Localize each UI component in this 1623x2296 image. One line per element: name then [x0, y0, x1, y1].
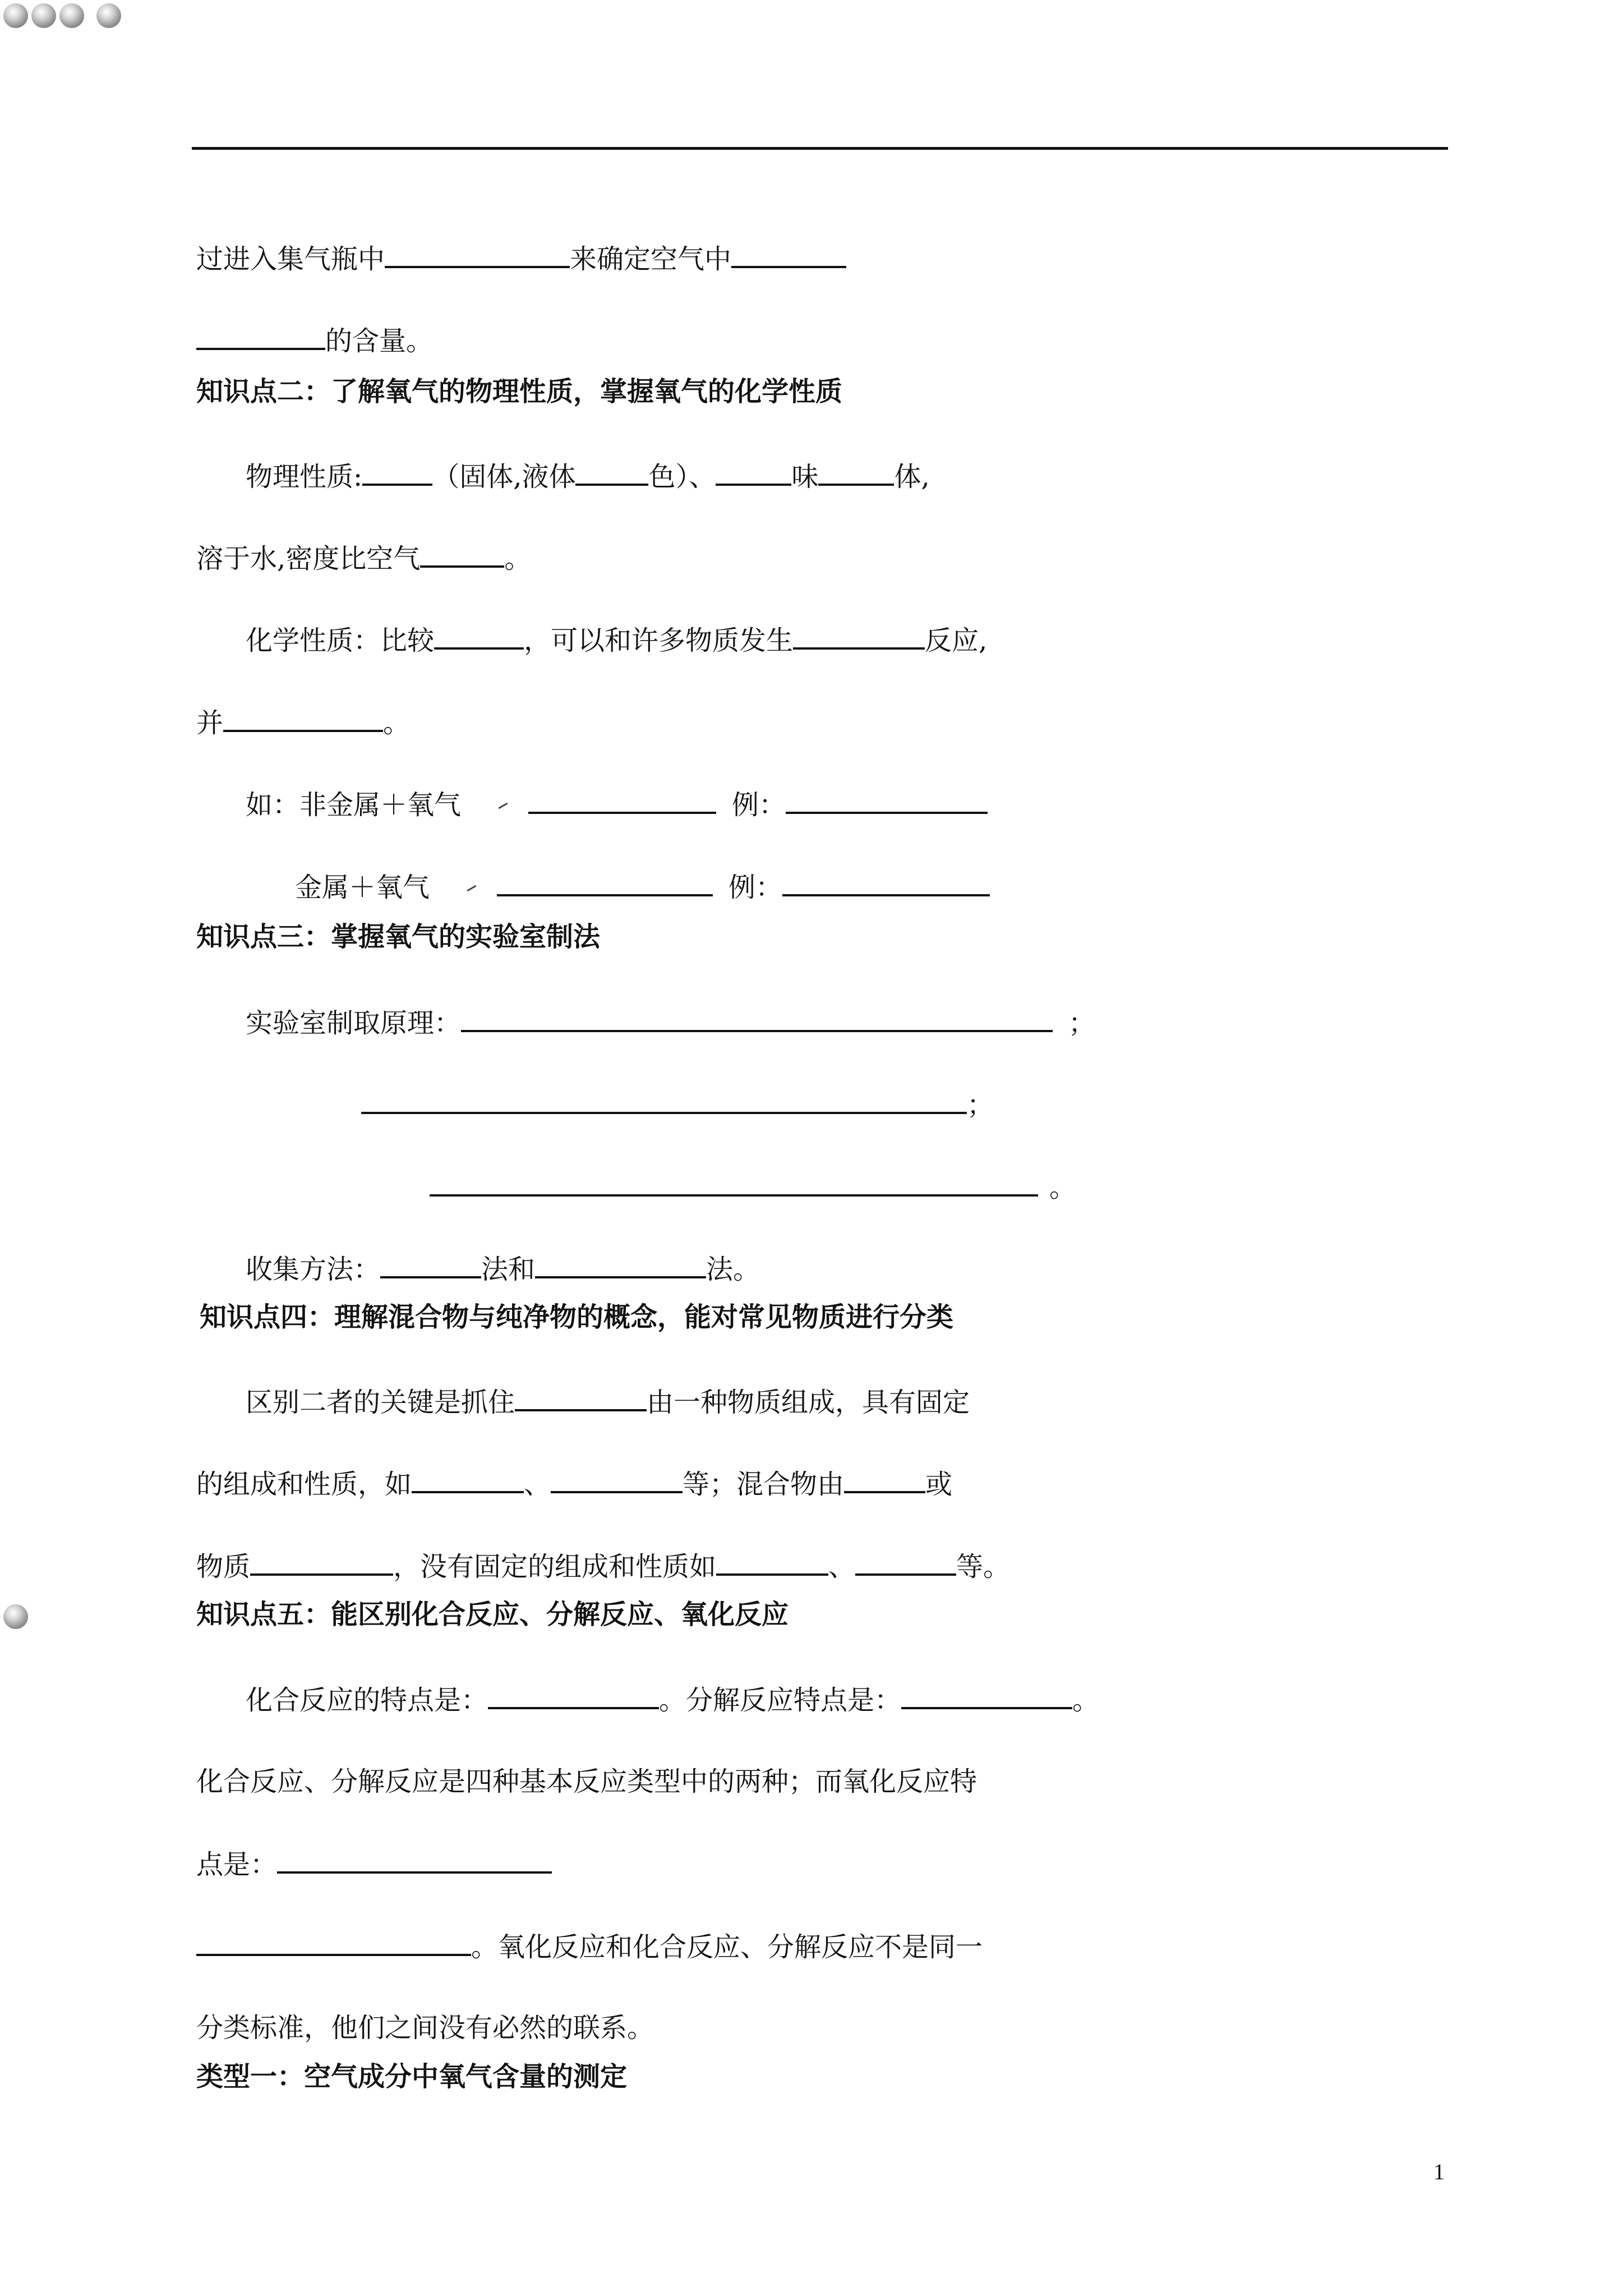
decor-orb-3 [59, 3, 84, 28]
answer-blank[interactable] [515, 1384, 647, 1411]
section-heading: 知识点五：能区别化合反应、分解反应、氧化反应 [196, 1599, 789, 1630]
text-line [196, 1929, 983, 1964]
text: 的含量。 [325, 325, 434, 357]
answer-blank[interactable] [716, 1549, 828, 1576]
text: 化合反应的特点是： [246, 1685, 488, 1716]
text: 或 [925, 1469, 953, 1500]
text: 区别二者的关键是抓住 [246, 1387, 515, 1418]
text-line [196, 541, 531, 576]
decor-orb-1 [3, 3, 28, 28]
text: ，可以和许多物质发生 [524, 625, 794, 656]
text: 化学性质：比较 [246, 625, 435, 656]
answer-blank[interactable] [361, 1087, 967, 1114]
text: 等。 [956, 1551, 1011, 1582]
decor-orb-2 [31, 3, 56, 28]
answer-blank[interactable] [575, 459, 648, 486]
text: 金属＋氧气 [295, 872, 430, 903]
text: 物质 [196, 1551, 251, 1582]
answer-blank[interactable] [223, 705, 383, 732]
text-line [196, 323, 433, 358]
header-rule [192, 147, 1448, 150]
answer-blank[interactable] [385, 241, 570, 268]
decor-orb-4 [96, 3, 121, 28]
text-line [196, 241, 846, 276]
text-line [361, 1087, 994, 1122]
answer-blank[interactable] [818, 459, 894, 486]
text: 反应, [925, 625, 988, 656]
text: ； [1068, 1007, 1096, 1039]
text-line [295, 869, 990, 904]
answer-blank[interactable] [528, 787, 716, 814]
answer-blank[interactable] [196, 323, 325, 350]
text-line [246, 459, 930, 494]
decor-orb-side [3, 1604, 28, 1629]
text-line [246, 1005, 1095, 1040]
text: 。 [383, 707, 411, 739]
text: ； [967, 1089, 994, 1121]
text: 体, [894, 461, 930, 493]
text: 并 [196, 707, 224, 739]
text: 。 [504, 543, 532, 574]
text-line [246, 1682, 1099, 1717]
answer-blank[interactable] [196, 1929, 471, 1956]
section-heading: 知识点三：掌握氧气的实验室制法 [196, 921, 601, 953]
text: ，没有固定的组成和性质如 [393, 1551, 717, 1582]
reaction-arrow-icon [463, 880, 497, 900]
text: 法和 [481, 1254, 536, 1285]
section-heading: 知识点二：了解氧气的物理性质，掌握氧气的化学性质 [196, 376, 843, 407]
answer-blank[interactable] [855, 1549, 956, 1576]
text: 点是： [196, 1849, 278, 1880]
answer-blank[interactable] [731, 241, 846, 268]
answer-blank[interactable] [716, 459, 791, 486]
answer-blank[interactable] [420, 541, 504, 568]
answer-blank[interactable] [434, 623, 524, 650]
text: 。分解反应特点是： [659, 1685, 902, 1716]
text: 。 [1072, 1685, 1100, 1716]
text-line [196, 705, 410, 740]
text: 味 [791, 461, 819, 493]
text: 例： [728, 872, 783, 903]
text-line [246, 1251, 760, 1286]
answer-blank[interactable] [793, 623, 925, 650]
text-line: 分类标准，他们之间没有必然的联系。 [196, 2012, 654, 2044]
text: 由一种物质组成，具有固定 [647, 1387, 970, 1418]
text-line: 化合反应、分解反应是四种基本反应类型中的两种；而氧化反应特 [196, 1766, 978, 1797]
text-line [196, 1466, 952, 1501]
text: 如：非金属＋氧气 [246, 789, 462, 821]
answer-blank[interactable] [277, 1847, 552, 1874]
page-number: 1 [1433, 2159, 1445, 2184]
text: 法。 [706, 1254, 760, 1285]
answer-blank[interactable] [362, 459, 432, 486]
text: 色）、 [648, 461, 716, 493]
answer-blank[interactable] [786, 787, 988, 814]
text-line [196, 1549, 1010, 1584]
text-line [246, 1384, 970, 1419]
section-heading: 类型一：空气成分中氧气含量的测定 [196, 2061, 628, 2092]
text: 过进入集气瓶中 [196, 243, 385, 275]
text: 物理性质: [246, 461, 363, 493]
answer-blank[interactable] [250, 1549, 393, 1576]
text: 、 [524, 1469, 551, 1500]
answer-blank[interactable] [844, 1466, 925, 1493]
answer-blank[interactable] [497, 869, 713, 896]
answer-blank[interactable] [412, 1466, 524, 1493]
text: （固体,液体 [432, 461, 576, 493]
answer-blank[interactable] [901, 1682, 1072, 1709]
answer-blank[interactable] [430, 1170, 1038, 1197]
text: 。 [1049, 1172, 1077, 1203]
text-line [246, 787, 988, 822]
reaction-arrow-icon [495, 797, 528, 817]
text: 、 [828, 1551, 856, 1582]
text-line [430, 1170, 1076, 1204]
text: 来确定空气中 [570, 243, 732, 275]
text-line [196, 1847, 552, 1881]
answer-blank[interactable] [461, 1005, 1053, 1032]
text-line [246, 623, 987, 657]
text: 。氧化反应和化合反应、分解反应不是同一 [471, 1931, 983, 1963]
answer-blank[interactable] [380, 1251, 481, 1278]
text: 例： [732, 789, 786, 821]
section-heading: 知识点四：理解混合物与纯净物的概念，能对常见物质进行分类 [200, 1301, 954, 1333]
text: 的组成和性质，如 [196, 1469, 412, 1500]
answer-blank[interactable] [535, 1251, 706, 1278]
text: 收集方法： [246, 1254, 381, 1285]
answer-blank[interactable] [782, 869, 990, 896]
answer-blank[interactable] [551, 1466, 683, 1493]
text: 实验室制取原理： [246, 1007, 462, 1039]
text: 溶于水,密度比空气 [196, 543, 421, 574]
answer-blank[interactable] [488, 1682, 659, 1709]
text: 等；混合物由 [683, 1469, 845, 1500]
